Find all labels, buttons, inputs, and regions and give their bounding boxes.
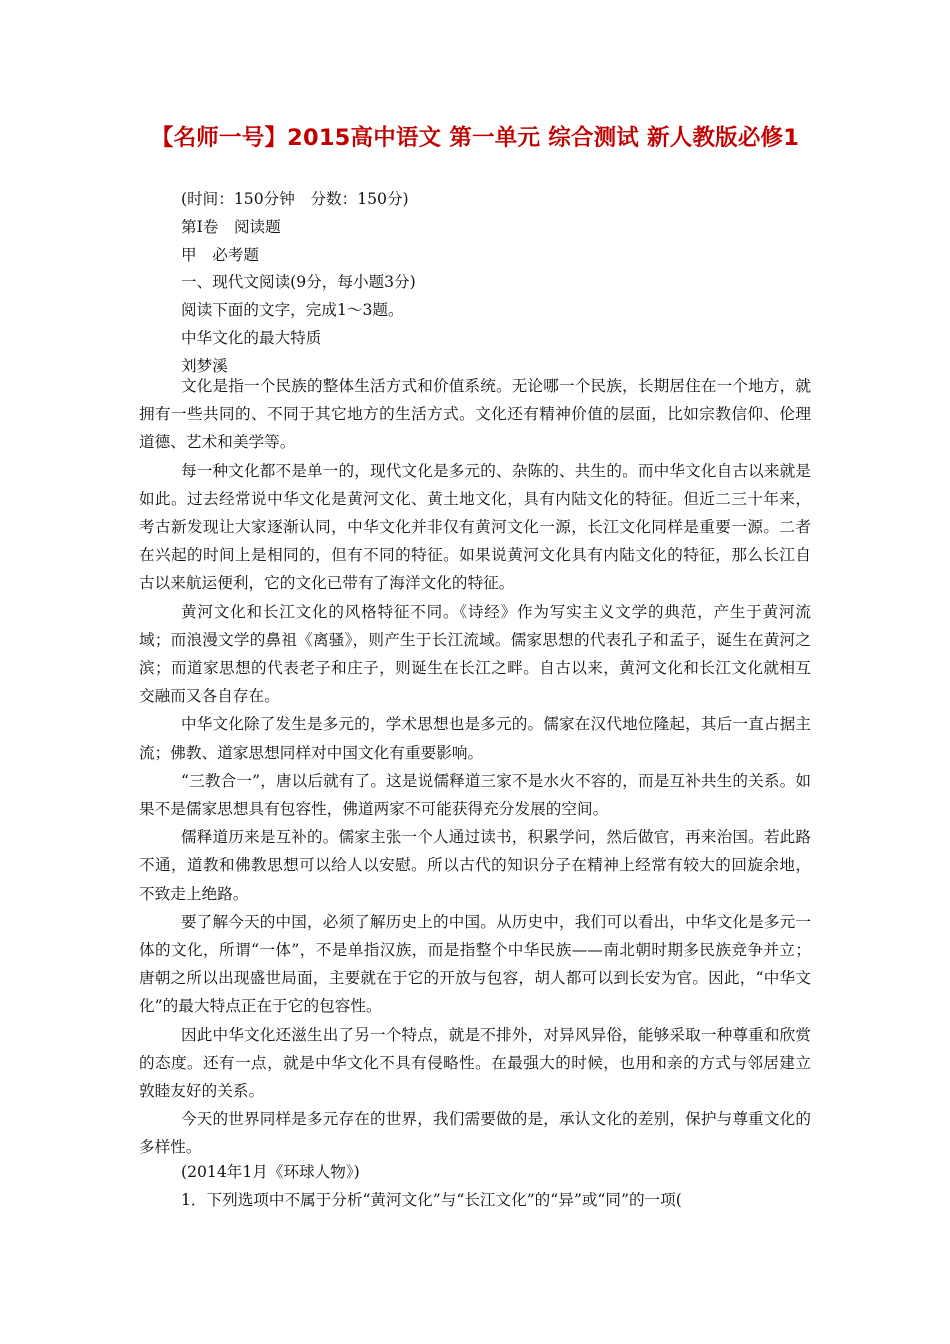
- article-paragraph: 儒释道历来是互补的。儒家主张一个人通过读书，积累学问，然后做官，再来治国。若此路不通，道教和佛教思想可以给人以安慰。所以古代的知识分子在精神上经常有较大的回旋余地，不致走上绝路。: [139, 828, 811, 903]
- document-title: 【名师一号】2015高中语文 第一单元 综合测试 新人教版必修1: [150, 125, 800, 151]
- reading-instruction: 阅读下面的文字，完成1～3题。: [181, 301, 404, 319]
- article-author: 刘梦溪: [181, 357, 228, 375]
- article-title: 中华文化的最大特质: [181, 329, 322, 347]
- article-paragraph: 黄河文化和长江文化的风格特征不同。《诗经》作为写实主义文学的典范，产生于黄河流域；而浪漫文学的鼻祖《离骚》，则产生于长江流域。儒家思想的代表孔子和孟子，诞生在黄河之滨；而道家思想的代表老子和庄子，则诞生在长江之畔。自古以来，黄河文化和长江文化就相互交融而又各自存在。: [139, 602, 811, 706]
- question-1: 1．下列选项中不属于分析“黄河文化”与“长江文化”的“异”或“同”的一项(: [181, 1191, 682, 1209]
- part-heading: 一、现代文阅读(9分，每小题3分): [181, 273, 416, 291]
- article-paragraph: 今天的世界同样是多元存在的世界，我们需要做的是，承认文化的差别，保护与尊重文化的多样性。: [139, 1110, 811, 1157]
- time-score-line: (时间：150分钟 分数：150分): [181, 190, 409, 208]
- article-source: (2014年1月《环球人物》): [181, 1163, 360, 1181]
- section-heading: 甲 必考题: [181, 246, 259, 264]
- article-paragraph: 要了解今天的中国，必须了解历史上的中国。从历史中，我们可以看出，中华文化是多元一体的文化，所谓“一体”，不是单指汉族，而是指整个中华民族——南北朝时期多民族竞争并立；唐朝之所以出现盛世局面，主要就在于它的开放与包容，胡人都可以到长安为官。因此，“中华文化”的最大特点正在于它的包容性。: [139, 912, 811, 1016]
- article-body: [139, 372, 811, 1162]
- article-paragraph: “三教合一”，唐以后就有了。这是说儒释道三家不是水火不容的，而是互补共生的关系。如果不是儒家思想具有包容性，佛道两家不可能获得充分发展的空间。: [139, 771, 811, 819]
- article-paragraph: 文化是指一个民族的整体生活方式和价值系统。无论哪一个民族，长期居住在一个地方，就拥有一些共同的、不同于其它地方的生活方式。文化还有精神价值的层面，比如宗教信仰、伦理道德、艺术和美学等。: [139, 377, 811, 452]
- article-paragraph: 因此中华文化还滋生出了另一个特点，就是不排外，对异风异俗，能够采取一种尊重和欣赏的态度。还有一点，就是中华文化不具有侵略性。在最强大的时候，也用和亲的方式与邻居建立敦睦友好的关系。: [139, 1025, 811, 1101]
- article-paragraph: 每一种文化都不是单一的，现代文化是多元的、杂陈的、共生的。而中华文化自古以来就是如此。过去经常说中华文化是黄河文化、黄土地文化，具有内陆文化的特征。但近二三十年来，考古新发现让大家逐渐认同，中华文化并非仅有黄河文化一源，长江文化同样是重要一源。二者在兴起的时间上是相同的，但有不同的特征。如果说黄河文化具有内陆文化的特征，那么长江自古以来航运便利，它的文化已带有了海洋文化的特征。: [139, 461, 811, 593]
- volume-heading: 第Ⅰ卷 阅读题: [181, 218, 281, 236]
- article-paragraph: 中华文化除了发生是多元的，学术思想也是多元的。儒家在汉代地位隆起，其后一直占据主流；佛教、道家思想同样对中国文化有重要影响。: [139, 715, 811, 762]
